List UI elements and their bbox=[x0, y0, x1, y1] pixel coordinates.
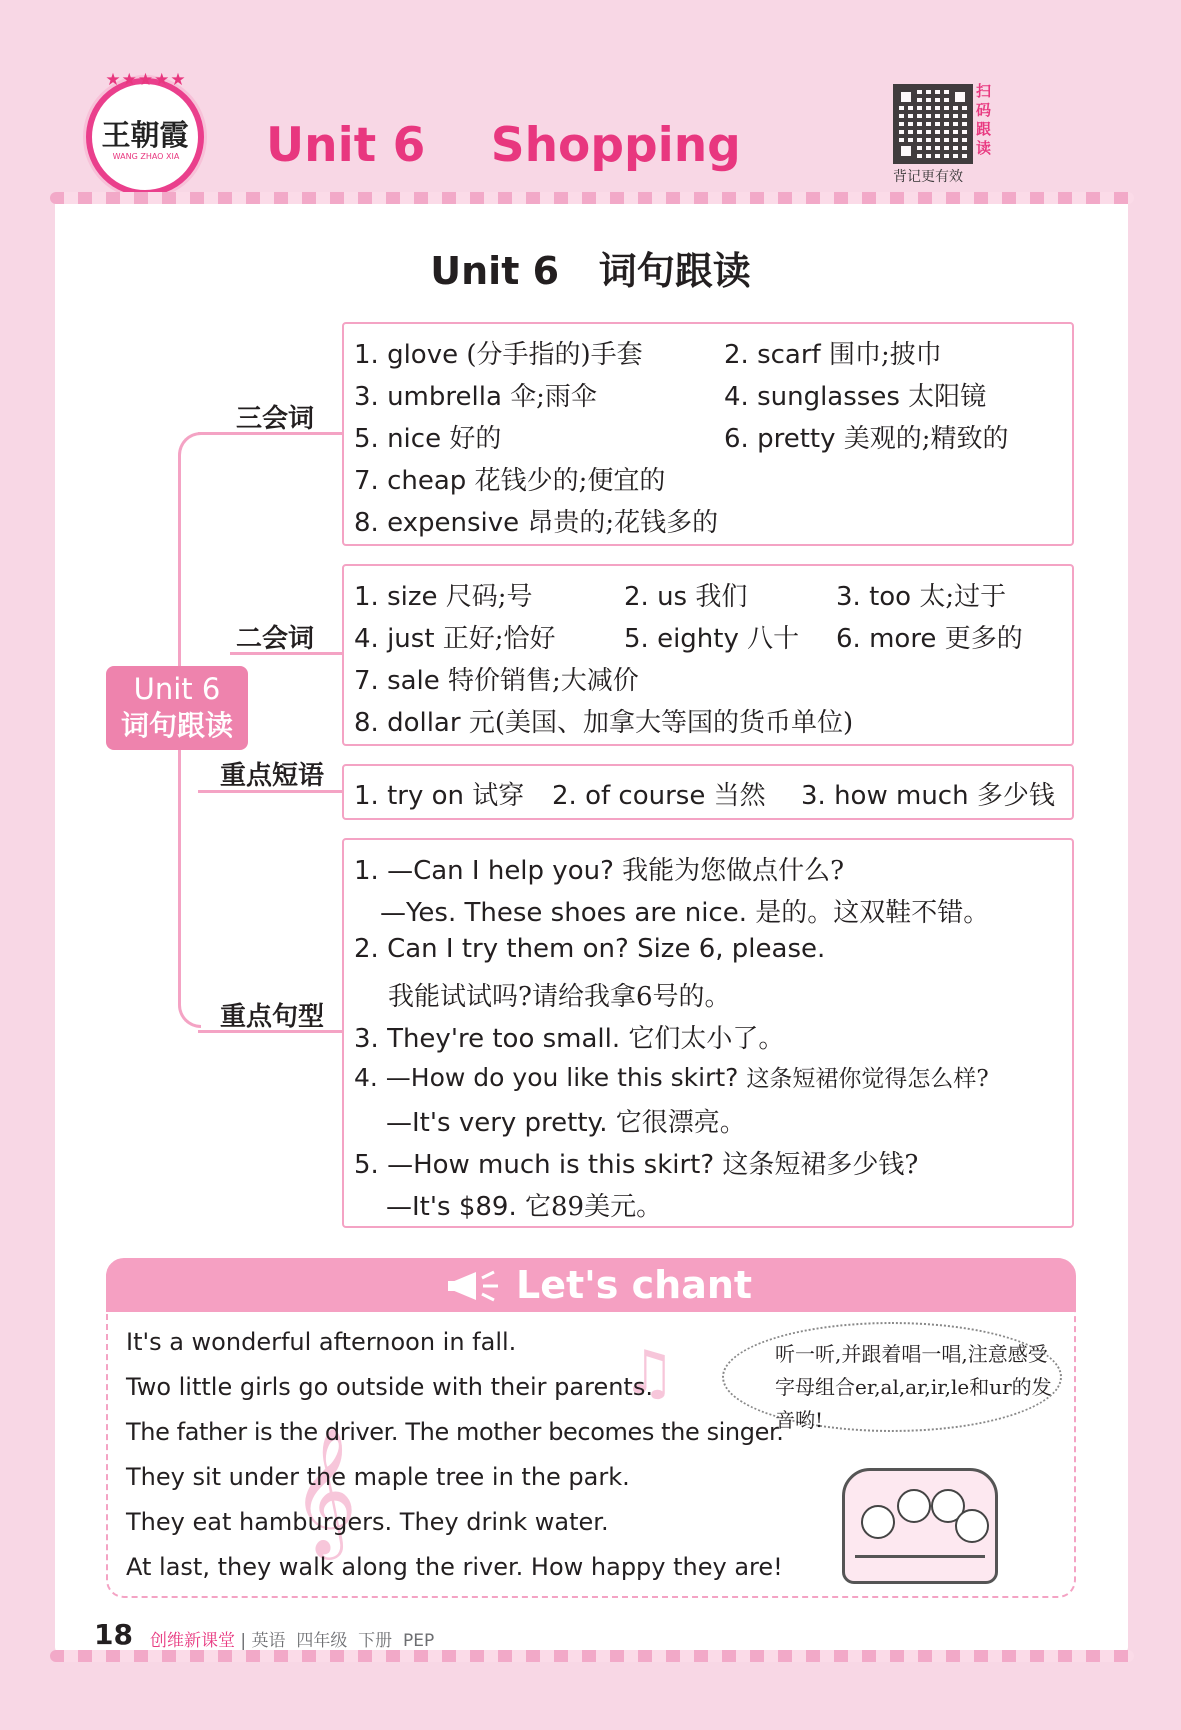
sentence-line: 1. —Can I help you? 我能为您做点什么? bbox=[354, 856, 845, 886]
logo-ring-text: WANG ZHAO XIA bbox=[112, 152, 180, 161]
chant-line: Two little girls go outside with their parents. bbox=[126, 1373, 653, 1401]
qr-caption: 背记更有效 bbox=[893, 169, 963, 185]
wavy-border-top bbox=[50, 192, 1134, 204]
list-item: 2. of course 当然 bbox=[552, 781, 766, 811]
sentence-line: —Yes. These shoes are nice. 是的。这双鞋不错。 bbox=[380, 898, 990, 928]
page-heading: Unit 6 词句跟读 bbox=[430, 249, 751, 293]
list-item: 1. try on 试穿 bbox=[354, 781, 525, 811]
list-item: 2. scarf 围巾;披巾 bbox=[724, 340, 942, 370]
sentence-line: 4. —How do you like this skirt? 这条短裙你觉得怎么样? bbox=[354, 1063, 989, 1092]
qr-side-label: 扫 码 跟 读 bbox=[976, 82, 992, 157]
megaphone-icon bbox=[446, 1266, 506, 1306]
chant-line: They eat hamburgers. They drink water. bbox=[126, 1508, 609, 1536]
chant-line: It's a wonderful afternoon in fall. bbox=[126, 1328, 517, 1356]
music-note-icon: ♫ bbox=[622, 1338, 676, 1408]
list-item: 5. eighty 八十 bbox=[624, 624, 800, 654]
treble-clef-icon: 𝄞 bbox=[292, 1426, 358, 1554]
list-item: 5. nice 好的 bbox=[354, 424, 502, 454]
list-item: 3. too 太;过于 bbox=[836, 582, 1007, 612]
list-item: 6. pretty 美观的;精致的 bbox=[724, 424, 1009, 454]
sentence-line: 我能试试吗?请给我拿6号的。 bbox=[388, 982, 731, 1012]
branch-label-sentences: 重点句型 bbox=[220, 1002, 325, 1032]
sentence-line: 3. They're too small. 它们太小了。 bbox=[354, 1024, 785, 1054]
family-car-illustration bbox=[842, 1468, 998, 1584]
branch-label-two: 二会词 bbox=[236, 624, 315, 654]
list-item: 1. glove (分手指的)手套 bbox=[354, 340, 643, 370]
sentence-line: 2. Can I try them on? Size 6, please. bbox=[354, 934, 826, 964]
sentence-line: —It's very pretty. 它很漂亮。 bbox=[386, 1108, 746, 1138]
list-item: 4. just 正好;恰好 bbox=[354, 624, 556, 654]
center-badge: Unit 6 词句跟读 bbox=[106, 666, 248, 750]
list-item: 3. umbrella 伞;雨伞 bbox=[354, 382, 597, 412]
speech-bubble-text: 听一听,并跟着唱一唱,注意感受字母组合er,al,ar,ir,le和ur的发音哟! bbox=[775, 1342, 1052, 1432]
list-item: 8. dollar 元(美国、加拿大等国的货币单位) bbox=[354, 708, 854, 738]
list-item: 8. expensive 昂贵的;花钱多的 bbox=[354, 508, 719, 538]
list-item: 6. more 更多的 bbox=[836, 624, 1023, 654]
branch-label-three: 三会词 bbox=[236, 404, 315, 434]
wavy-border-bottom bbox=[50, 1650, 1134, 1662]
sentence-line: 5. —How much is this skirt? 这条短裙多少钱? bbox=[354, 1150, 919, 1180]
list-item: 3. how much 多少钱 bbox=[801, 781, 1055, 811]
unit-title: Unit 6 Shopping bbox=[266, 118, 741, 173]
list-item: 7. sale 特价销售;大减价 bbox=[354, 666, 639, 696]
list-item: 7. cheap 花钱少的;便宜的 bbox=[354, 466, 666, 496]
chant-line: They sit under the maple tree in the park. bbox=[126, 1463, 630, 1491]
branch-label-phrases: 重点短语 bbox=[220, 761, 325, 791]
footer-info: 创维新课堂 | 英语 四年级 下册 PEP bbox=[150, 1631, 435, 1651]
chant-line: The father is the driver. The mother becomes the singer. bbox=[126, 1418, 784, 1446]
list-item: 2. us 我们 bbox=[624, 582, 748, 612]
logo-stars: ★★★★★ bbox=[105, 70, 187, 90]
list-item: 1. size 尺码;号 bbox=[354, 582, 533, 612]
list-item: 4. sunglasses 太阳镜 bbox=[724, 382, 987, 412]
sentence-line: —It's $89. 它89美元。 bbox=[386, 1192, 663, 1222]
page-number: 18 bbox=[94, 1618, 133, 1651]
qr-code[interactable] bbox=[893, 84, 973, 164]
chant-title: Let's chant bbox=[516, 1263, 753, 1307]
logo-text: 王朝霞 bbox=[101, 118, 189, 152]
chant-line: At last, they walk along the river. How happy they are! bbox=[126, 1553, 783, 1581]
